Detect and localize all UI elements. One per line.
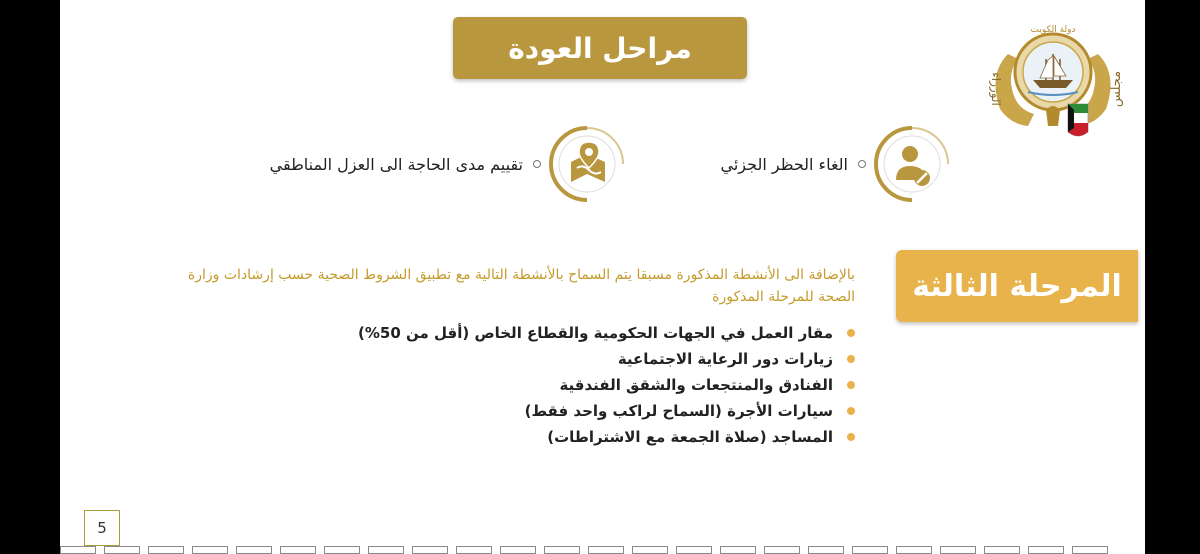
slide-thumbnail[interactable] xyxy=(236,546,272,554)
person-blocked-icon xyxy=(872,124,952,204)
council-emblem xyxy=(978,14,1128,144)
slide-thumbnail[interactable] xyxy=(104,546,140,554)
emblem-top-text: دولة الكويت xyxy=(1030,25,1076,35)
bullet-dot xyxy=(847,381,855,389)
slide-thumbnail[interactable] xyxy=(632,546,668,554)
slide-thumbnail[interactable] xyxy=(192,546,228,554)
slide-thumbnail[interactable] xyxy=(368,546,404,554)
intro-text: بالإضافة الى الأنشطة المذكورة مسبقا يتم السماح بالأنشطة التالية مع تطبيق الشروط الصحية حسب إرشادات وزارة الصحة للمرحلة المذكورة xyxy=(187,267,855,305)
slide-thumbnail[interactable] xyxy=(280,546,316,554)
emblem-council-text: مجلس xyxy=(1109,70,1124,108)
feature-label: الغاء الحظر الجزئي xyxy=(720,154,848,174)
slide-thumbnail[interactable] xyxy=(60,546,96,554)
list-item-text: المساجد (صلاة الجمعة مع الاشتراطات) xyxy=(547,428,833,446)
list-item xyxy=(358,346,855,372)
emblem-ministers-text: الوزراء xyxy=(989,72,1003,106)
slide-thumbnail[interactable] xyxy=(1028,546,1064,554)
bullet-dot xyxy=(533,160,541,168)
map-location-icon xyxy=(547,124,627,204)
slide-thumbnail[interactable] xyxy=(764,546,800,554)
bullet-dot xyxy=(847,433,855,441)
slide-thumbnail-strip[interactable] xyxy=(0,546,1200,554)
activity-list xyxy=(358,320,855,450)
feature-partial-curfew xyxy=(721,124,952,204)
slide-thumbnail[interactable] xyxy=(412,546,448,554)
list-item xyxy=(358,320,855,346)
slide-title: مراحل العودة xyxy=(453,17,747,79)
bullet-dot xyxy=(847,407,855,415)
list-item xyxy=(358,372,855,398)
slide xyxy=(60,0,1145,554)
slide-thumbnail[interactable] xyxy=(544,546,580,554)
slide-thumbnail[interactable] xyxy=(984,546,1020,554)
bullet-dot xyxy=(847,329,855,337)
slide-thumbnail[interactable] xyxy=(588,546,624,554)
slide-thumbnail[interactable] xyxy=(456,546,492,554)
slide-thumbnail[interactable] xyxy=(148,546,184,554)
slide-thumbnail[interactable] xyxy=(500,546,536,554)
slide-thumbnail[interactable] xyxy=(324,546,360,554)
phase-title: المرحلة الثالثة xyxy=(896,250,1138,322)
slide-thumbnail[interactable] xyxy=(676,546,712,554)
slide-thumbnail[interactable] xyxy=(940,546,976,554)
feature-ring xyxy=(872,124,952,204)
bullet-dot xyxy=(858,160,866,168)
slide-thumbnail[interactable] xyxy=(1072,546,1108,554)
slide-thumbnail[interactable] xyxy=(808,546,844,554)
list-item-text: الفنادق والمنتجعات والشقق الفندقية xyxy=(559,376,833,394)
list-item xyxy=(358,398,855,424)
list-item-text: زيارات دور الرعاية الاجتماعية xyxy=(617,350,833,368)
list-item xyxy=(358,424,855,450)
slide-thumbnail[interactable] xyxy=(720,546,756,554)
feature-label: تقييم مدى الحاجة الى العزل المناطقي xyxy=(269,154,523,174)
list-item-text: مقار العمل في الجهات الحكومية والقطاع الخاص (أقل من 50%) xyxy=(358,324,833,342)
feature-ring xyxy=(547,124,627,204)
bullet-dot xyxy=(847,355,855,363)
feature-area-isolation xyxy=(270,124,627,204)
page-number: 5 xyxy=(84,510,120,546)
slide-thumbnail[interactable] xyxy=(896,546,932,554)
slide-thumbnail[interactable] xyxy=(852,546,888,554)
list-item-text: سيارات الأجرة (السماح لراكب واحد فقط) xyxy=(524,402,833,420)
